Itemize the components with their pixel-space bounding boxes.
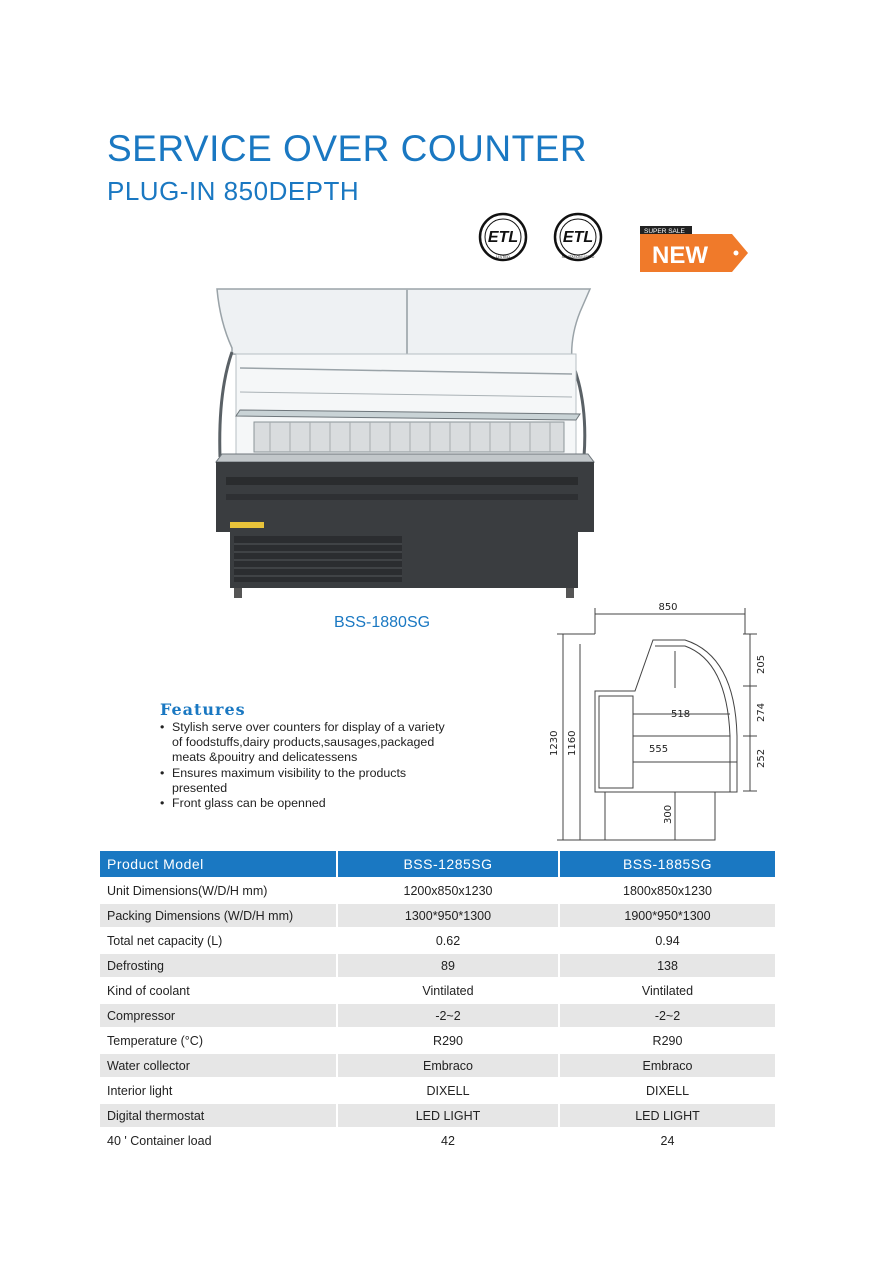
- row-value: -2~2: [338, 1002, 560, 1027]
- row-value: R290: [338, 1027, 560, 1052]
- row-label: Interior light: [100, 1077, 338, 1102]
- dimension-diagram: [545, 596, 770, 846]
- table-row: [100, 1052, 775, 1077]
- row-value: 1200x850x1230: [338, 877, 560, 902]
- dim-base: 300: [663, 804, 674, 824]
- sale-big-text: NEW: [652, 242, 708, 269]
- row-label: Defrosting: [100, 952, 338, 977]
- row-value: 138: [560, 952, 775, 977]
- row-value: -2~2: [560, 1002, 775, 1027]
- etl-listed-logo: [478, 212, 528, 262]
- etl-text: ETL: [487, 229, 519, 246]
- row-label: Total net capacity (L): [100, 927, 338, 952]
- sale-small-text: SUPER SALE: [644, 228, 685, 235]
- feature-item: • Ensures maximum visibility to the products presented: [158, 766, 458, 796]
- dim-low: 252: [756, 748, 767, 768]
- row-value: 1800x850x1230: [560, 877, 775, 902]
- row-value: 0.94: [560, 927, 775, 952]
- row-value: 1900*950*1300: [560, 902, 775, 927]
- dim-floor: 555: [649, 744, 669, 755]
- row-value: 1300*950*1300: [338, 902, 560, 927]
- row-label: 40 ' Container load: [100, 1127, 338, 1152]
- features-list: [158, 720, 458, 811]
- row-value: Embraco: [338, 1052, 560, 1077]
- row-value: LED LIGHT: [338, 1102, 560, 1127]
- etl-sanitation-logo: [553, 212, 603, 262]
- row-value: 24: [560, 1127, 775, 1152]
- new-sale-badge: [636, 224, 750, 274]
- features-title: Features: [160, 700, 246, 719]
- dim-shelf: 518: [671, 709, 691, 720]
- row-value: 0.62: [338, 927, 560, 952]
- table-header-row: [100, 851, 775, 877]
- dim-mid: 274: [756, 702, 767, 722]
- etl-listed-text: LISTED: [495, 254, 511, 259]
- table-row: [100, 1102, 775, 1127]
- table-row: [100, 1002, 775, 1027]
- table-row: [100, 927, 775, 952]
- table-row: [100, 877, 775, 902]
- feature-item: • Front glass can be openned: [158, 796, 458, 811]
- etl-sanitation-text: SANITATION LISTED: [561, 255, 595, 259]
- header-model-2: BSS-1885SG: [560, 851, 775, 877]
- row-label: Digital thermostat: [100, 1102, 338, 1127]
- feature-item: • Stylish serve over counters for display of a variety of foodstuffs,dairy products,sausages,packaged meats &pouitry and delicatessens: [158, 720, 458, 766]
- page-subtitle: PLUG-IN 850DEPTH: [107, 176, 360, 206]
- dim-depth: 850: [658, 602, 678, 613]
- product-photo: [210, 282, 595, 602]
- spec-table: [100, 851, 775, 1152]
- table-row: [100, 1077, 775, 1102]
- table-row: [100, 1027, 775, 1052]
- row-label: Compressor: [100, 1002, 338, 1027]
- row-value: 42: [338, 1127, 560, 1152]
- etl-text-2: ETL: [562, 229, 594, 246]
- row-value: DIXELL: [338, 1077, 560, 1102]
- row-value: 89: [338, 952, 560, 977]
- dim-height-inner: 1160: [567, 730, 578, 756]
- table-row: [100, 902, 775, 927]
- row-value: Embraco: [560, 1052, 775, 1077]
- header-model-1: BSS-1285SG: [338, 851, 560, 877]
- row-label: Packing Dimensions (W/D/H mm): [100, 902, 338, 927]
- row-label: Water collector: [100, 1052, 338, 1077]
- row-value: Vintilated: [338, 977, 560, 1002]
- row-value: DIXELL: [560, 1077, 775, 1102]
- page-title: SERVICE OVER COUNTER: [107, 128, 588, 169]
- row-value: R290: [560, 1027, 775, 1052]
- row-label: Unit Dimensions(W/D/H mm): [100, 877, 338, 902]
- product-model-caption: BSS-1880SG: [334, 614, 431, 631]
- row-value: LED LIGHT: [560, 1102, 775, 1127]
- row-label: Temperature (°C): [100, 1027, 338, 1052]
- table-row: [100, 977, 775, 1002]
- dim-top: 205: [756, 654, 767, 674]
- row-value: Vintilated: [560, 977, 775, 1002]
- row-label: Kind of coolant: [100, 977, 338, 1002]
- table-row: [100, 1127, 775, 1152]
- header-product-model: Product Model: [100, 851, 338, 877]
- dim-height-total: 1230: [549, 730, 560, 756]
- table-row: [100, 952, 775, 977]
